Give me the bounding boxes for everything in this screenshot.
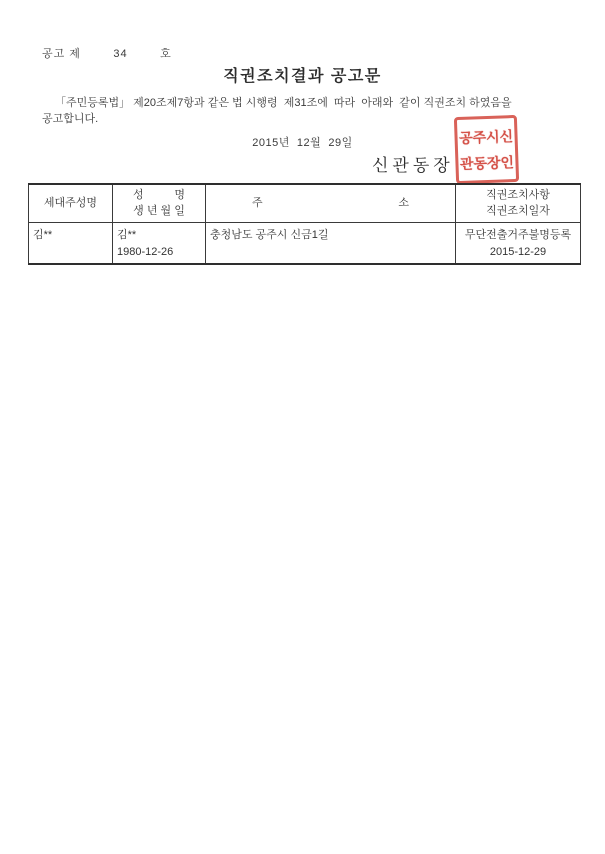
cell-householder-name: 김**	[29, 222, 113, 264]
header-action-date-line: 직권조치일자	[486, 205, 550, 218]
header-action-line: 직권조치사항	[486, 189, 550, 202]
table-header-row	[29, 184, 581, 222]
table-row	[29, 222, 581, 264]
header-name-birthdate	[113, 184, 206, 222]
body-line-2: 공고합니다.	[42, 113, 99, 125]
cell-birthdate: 1980-12-26	[117, 245, 174, 258]
cell-address: 충청남도 공주시 신금1길	[206, 222, 456, 264]
stamp-text-line1: 공주시신	[458, 127, 514, 146]
header-address	[206, 184, 456, 222]
header-householder-name: 세대주성명	[29, 184, 113, 222]
cell-name-birthdate	[113, 222, 206, 264]
cell-name: 김**	[117, 228, 137, 241]
signer-title: 신관동장	[372, 156, 454, 175]
header-address-line: 주 소	[252, 197, 409, 210]
document-date: 2015년 12월 29일	[252, 137, 353, 149]
official-seal-stamp	[454, 115, 519, 184]
notice-number: 공고 제 34 호	[42, 48, 172, 60]
stamp-text-line2: 관동장인	[459, 153, 515, 172]
cell-action: 무단전출거주불명등록	[464, 228, 572, 241]
action-result-table	[28, 183, 581, 265]
cell-action-details	[456, 222, 581, 264]
body-line-1: 「주민등록법」 제20조제7항과 같은 법 시행령 제31조에 따라 아래와 같이 직권조치 하였음을	[55, 97, 512, 109]
cell-action-date: 2015-12-29	[489, 245, 547, 258]
header-action-details	[456, 184, 581, 222]
page-title: 직권조치결과 공고문	[223, 68, 382, 85]
header-name-line: 성 명	[133, 189, 185, 202]
header-birthdate-line: 생 년 월 일	[133, 205, 185, 218]
